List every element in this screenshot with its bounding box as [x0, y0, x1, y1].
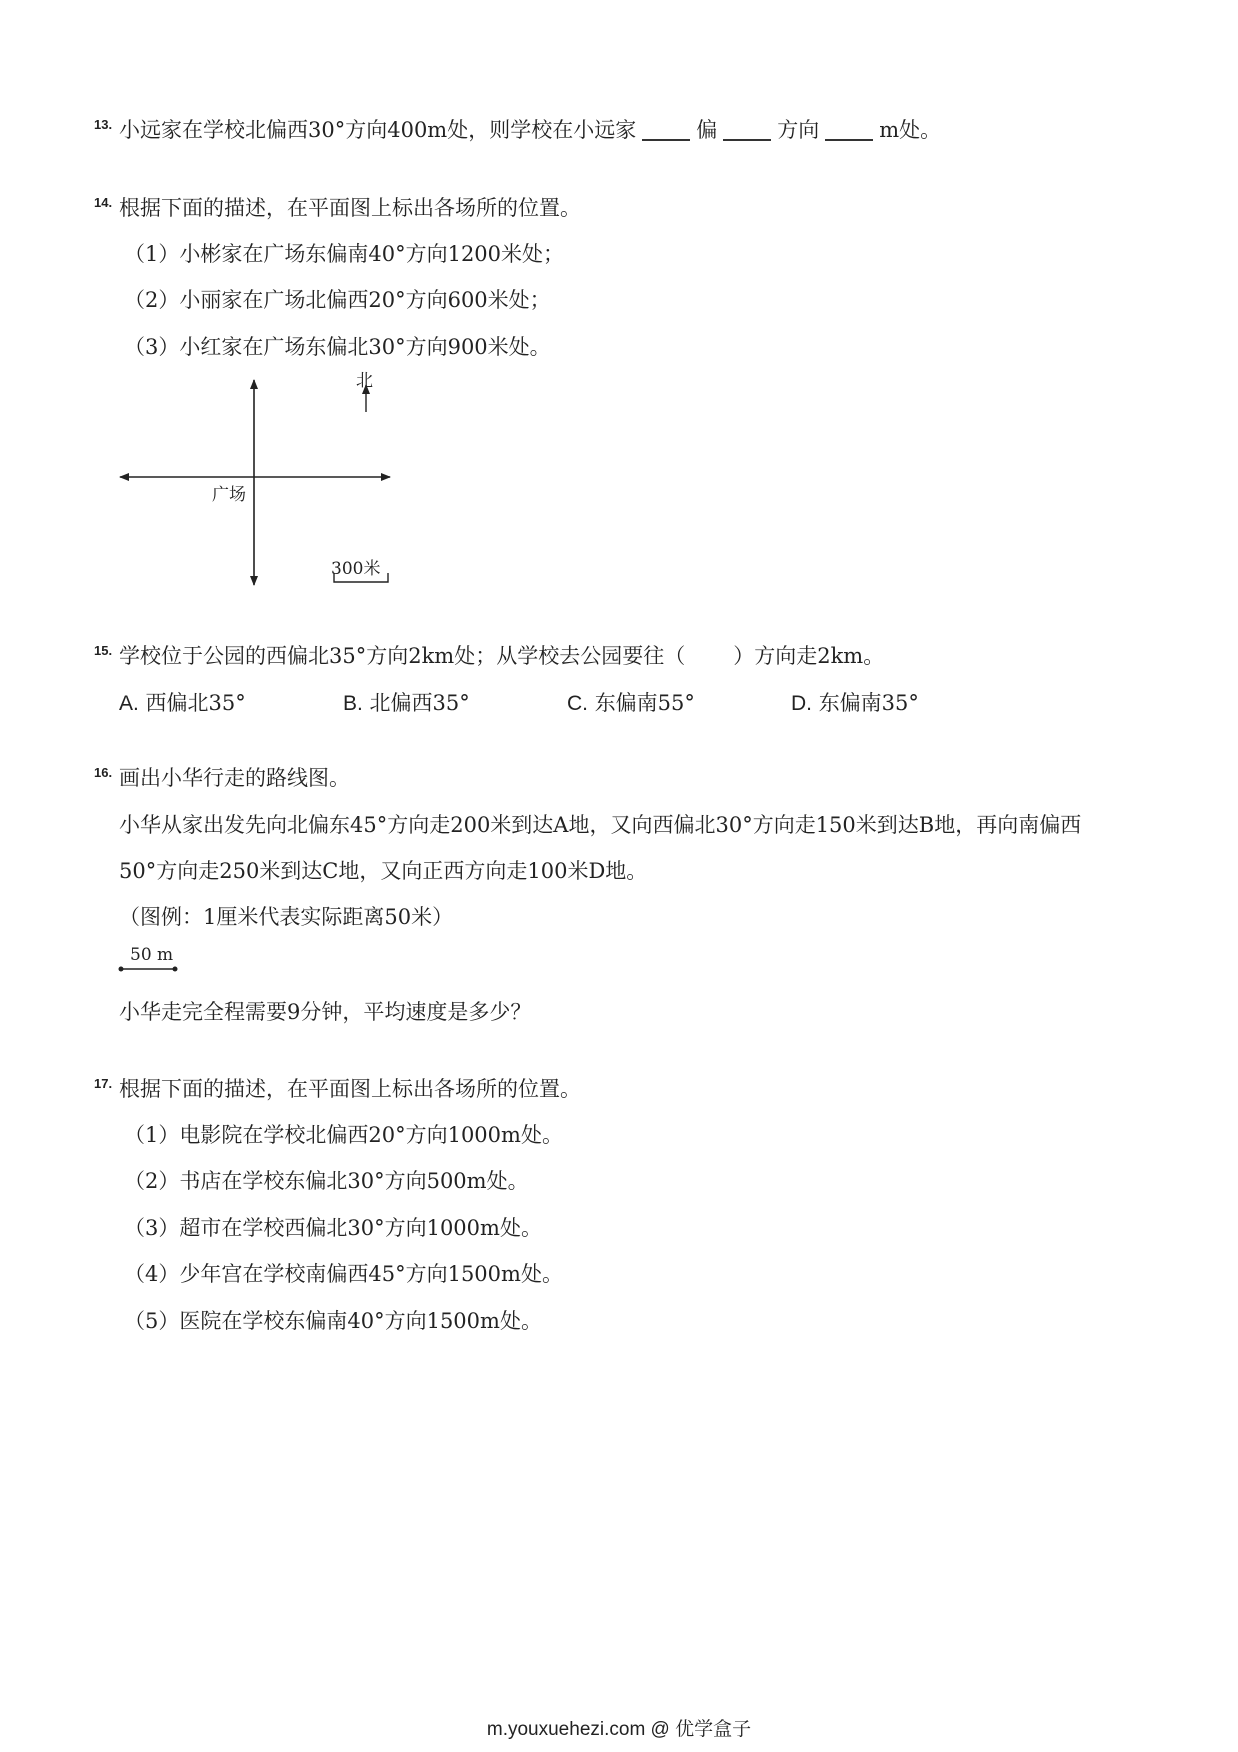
- q16-scale-bar: [115, 962, 185, 976]
- q13-blank-1[interactable]: [642, 119, 690, 141]
- north-label: 北: [356, 371, 373, 391]
- q17-number: 17.: [94, 1076, 113, 1091]
- q16-line-2: 50°方向走250米到达C地，又向正西方向走100米D地。: [119, 859, 648, 883]
- q13-word-fangxiang: 方向: [777, 118, 820, 142]
- q14-number: 14.: [94, 195, 113, 210]
- q16-scale-label: 50 m: [130, 945, 174, 965]
- q15-stem: [119, 642, 884, 670]
- q17-item-3: （3）超市在学校西偏北30°方向1000m处。: [124, 1216, 542, 1240]
- q13-number: 13.: [94, 117, 113, 132]
- option-letter: D.: [791, 692, 812, 715]
- q17-prompt: 根据下面的描述，在平面图上标出各场所的位置。: [119, 1077, 581, 1101]
- q17-item-4: （4）少年宫在学校南偏西45°方向1500m处。: [124, 1262, 563, 1286]
- q14-item-3: （3）小红家在广场东偏北30°方向900米处。: [124, 335, 551, 359]
- scale-label: 300米: [331, 559, 381, 579]
- q13-word-pian: 偏: [696, 118, 718, 142]
- q16-prompt: 画出小华行走的路线图。: [119, 766, 350, 790]
- q15-option-a[interactable]: [119, 689, 246, 718]
- q14-item-2: （2）小丽家在广场北偏西20°方向600米处；: [124, 288, 551, 312]
- q14-item-1: （1）小彬家在广场东偏南40°方向1200米处；: [124, 242, 565, 266]
- q15-number: 15.: [94, 643, 113, 658]
- q15-option-d[interactable]: [791, 689, 919, 718]
- option-letter: A.: [119, 692, 139, 715]
- option-text: 西偏北35°: [145, 691, 246, 715]
- q16-legend: （图例：1厘米代表实际距离50米）: [119, 905, 454, 929]
- q13-blank-3[interactable]: [825, 119, 873, 141]
- q14-prompt: 根据下面的描述，在平面图上标出各场所的位置。: [119, 196, 581, 220]
- option-letter: C.: [567, 692, 588, 715]
- q13-blank-2[interactable]: [723, 119, 771, 141]
- option-text: 东偏南55°: [594, 691, 695, 715]
- q13-unit: m处。: [879, 118, 942, 142]
- q15-stem-before: 学校位于公园的西偏北35°方向2km处；从学校去公园要往（: [119, 644, 686, 668]
- q15-stem-after: ）方向走2km。: [733, 644, 885, 668]
- q15-option-b[interactable]: [343, 689, 470, 718]
- option-text: 东偏南35°: [818, 691, 919, 715]
- q17-item-1: （1）电影院在学校北偏西20°方向1000m处。: [124, 1123, 563, 1147]
- q17-item-2: （2）书店在学校东偏北30°方向500m处。: [124, 1169, 529, 1193]
- q16-question: 小华走完全程需要9分钟，平均速度是多少？: [119, 1000, 532, 1024]
- q16-line-1: 小华从家出发先向北偏东45°方向走200米到达A地，又向西偏北30°方向走150米到达B地，再向南偏西: [119, 813, 1082, 837]
- center-label: 广场: [212, 485, 246, 505]
- q15-option-c[interactable]: [567, 689, 695, 718]
- option-text: 北偏西35°: [369, 691, 470, 715]
- q16-number: 16.: [94, 765, 113, 780]
- q17-item-5: （5）医院在学校东偏南40°方向1500m处。: [124, 1309, 542, 1333]
- q13-part1: 小远家在学校北偏西30°方向400m处，则学校在小远家: [119, 118, 637, 142]
- option-letter: B.: [343, 692, 363, 715]
- q13-text: [119, 116, 941, 144]
- page-footer: m.youxuehezi.com @ 优学盒子: [486, 1719, 752, 1740]
